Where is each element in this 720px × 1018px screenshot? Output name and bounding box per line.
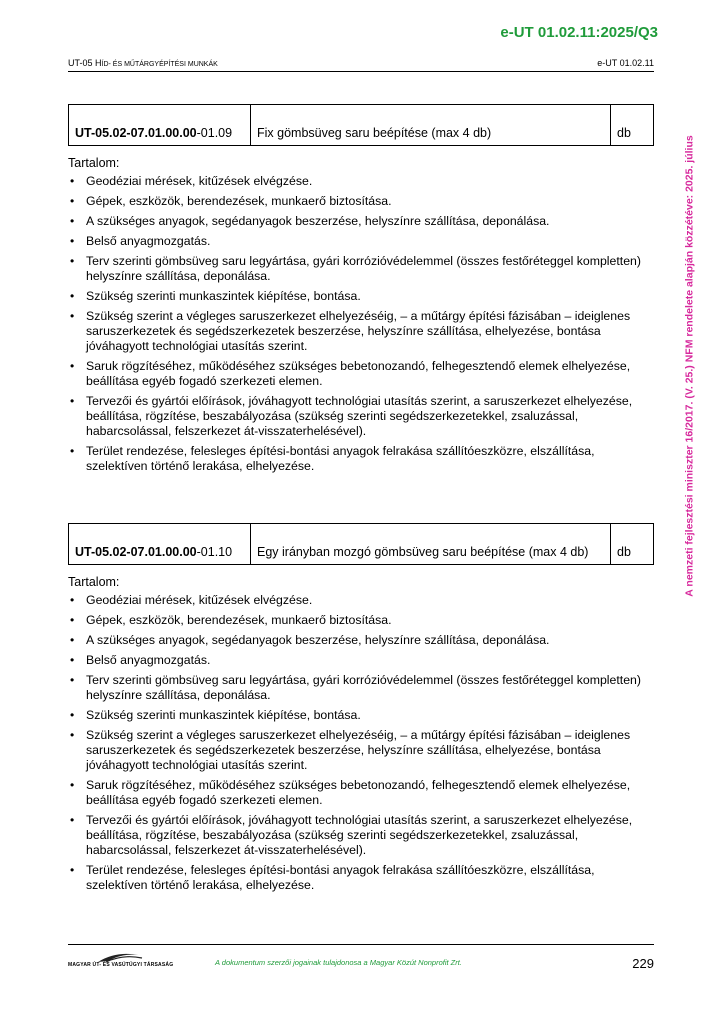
list-item: • Terv szerinti gömbsüveg saru legyártása, gyári korrózióvédelemmel (összes festőréteggel kompletten) helyszínre szállítása, deponálása. (68, 673, 654, 703)
item-code-cell (69, 105, 251, 145)
list-item: • Saruk rögzítéséhez, működéséhez szükséges bebetonozandó, felhegesztendő elemek elhelyezése, beállítása egyéb fogadó szerkezeti elemen. (68, 778, 654, 808)
running-header-right: e-UT 01.02.11 (597, 58, 654, 68)
list-item: • Szükség szerint a végleges saruszerkezet elhelyezéséig, – a műtárgy építési fázisában – ideiglenes saruszerkezetek és segédszerkezetek beszerzése, helyszínre szállítása, elhelyezése, bontása jóváhagyott technológiai utasítás szerint. (68, 309, 654, 354)
list-item: • Terv szerinti gömbsüveg saru legyártása, gyári korrózióvédelemmel (összes festőréteggel kompletten) helyszínre szállítása, deponálása. (68, 254, 654, 284)
list-item: • Belső anyagmozgatás. (68, 234, 654, 249)
list-item: • Gépek, eszközök, berendezések, munkaerő biztosítása. (68, 194, 654, 209)
footer-rule (68, 944, 654, 945)
item-header-row (68, 104, 654, 146)
running-header (68, 58, 654, 72)
running-header-left (68, 58, 218, 68)
publication-side-note (680, 100, 699, 632)
organization-logo-icon (68, 950, 178, 972)
item-code-suffix: -01.10 (196, 545, 233, 559)
list-item: • Szükség szerinti munkaszintek kiépítése, bontása. (68, 289, 654, 304)
list-item: • Gépek, eszközök, berendezések, munkaerő biztosítása. (68, 613, 654, 628)
list-item: • Saruk rögzítéséhez, működéséhez szükséges bebetonozandó, felhegesztendő elemek elhelyezése, beállítása egyéb fogadó szerkezeti elemen. (68, 359, 654, 389)
list-item: • A szükséges anyagok, segédanyagok beszerzése, helyszínre szállítása, deponálása. (68, 633, 654, 648)
contents-list (68, 174, 654, 474)
publication-side-note-text: A nemzeti fejlesztési miniszter 16/2017. (V. 25.) NFM rendelete alapján közzétéve: 2025. július (683, 135, 696, 597)
list-item: • Szükség szerinti munkaszintek kiépítése, bontása. (68, 708, 654, 723)
item-block-01-09 (68, 104, 654, 479)
item-unit-cell: db (617, 545, 631, 559)
item-block-01-10 (68, 523, 654, 898)
list-item: • Geodéziai mérések, kitűzések elvégzése. (68, 593, 654, 608)
contents-label: Tartalom: (68, 575, 120, 589)
item-header-row (68, 523, 654, 565)
footer-logo-text: MAGYAR ÚT- ÉS VASÚTÜGYI TÁRSASÁG (68, 962, 174, 968)
contents-list (68, 593, 654, 893)
contents-label: Tartalom: (68, 156, 120, 170)
item-code-cell (69, 524, 251, 564)
page-number: 229 (632, 956, 654, 971)
list-item: • Tervezői és gyártói előírások, jóváhagyott technológiai utasítás szerint, a saruszerkezet elhelyezése, beállítása, rögzítése, beszabályozása (szükség szerinti segédszerkezetekkel, zsaluzással, habarcsolással, felszerkezet át-visszaterhelésével). (68, 394, 654, 439)
item-title-cell: Egy irányban mozgó gömbsüveg saru beépítése (max 4 db) (251, 524, 611, 564)
list-item: • A szükséges anyagok, segédanyagok beszerzése, helyszínre szállítása, deponálása. (68, 214, 654, 229)
item-code-suffix: -01.09 (196, 126, 233, 140)
item-title-cell: Fix gömbsüveg saru beépítése (max 4 db) (251, 105, 611, 145)
item-unit-cell: db (617, 126, 631, 140)
document-code: e-UT 01.02.11:2025/Q3 (500, 24, 658, 41)
list-item: • Szükség szerint a végleges saruszerkezet elhelyezéséig, – a műtárgy építési fázisában – ideiglenes saruszerkezetek és segédszerkezetek beszerzése, helyszínre szállítása, elhelyezése, bontása jóváhagyott technológiai utasítás szerint. (68, 728, 654, 773)
list-item: • Tervezői és gyártói előírások, jóváhagyott technológiai utasítás szerint, a saruszerkezet elhelyezése, beállítása, rögzítése, beszabályozása (szükség szerinti segédszerkezetekkel, zsaluzással, habarcsolással, felszerkezet át-visszaterhelésével). (68, 813, 654, 858)
list-item: • Belső anyagmozgatás. (68, 653, 654, 668)
footer-copyright: A dokumentum szerzői jogainak tulajdonosa a Magyar Közút Nonprofit Zrt. (215, 958, 462, 967)
list-item: • Geodéziai mérések, kitűzések elvégzése. (68, 174, 654, 189)
item-code-bold: UT-05.02-07.01.00.00 (75, 545, 197, 559)
running-header-rest: ÍD- ÉS MŰTÁRGYÉPÍTÉSI MUNKÁK (101, 61, 218, 68)
running-header-prefix: UT-05 H (68, 58, 102, 68)
item-code-bold: UT-05.02-07.01.00.00 (75, 126, 197, 140)
list-item: • Terület rendezése, felesleges építési-bontási anyagok felrakása szállítóeszközre, elszállítása, szelektíven történő lerakása, elhelyezése. (68, 863, 654, 893)
list-item: • Terület rendezése, felesleges építési-bontási anyagok felrakása szállítóeszközre, elszállítása, szelektíven történő lerakása, elhelyezése. (68, 444, 654, 474)
